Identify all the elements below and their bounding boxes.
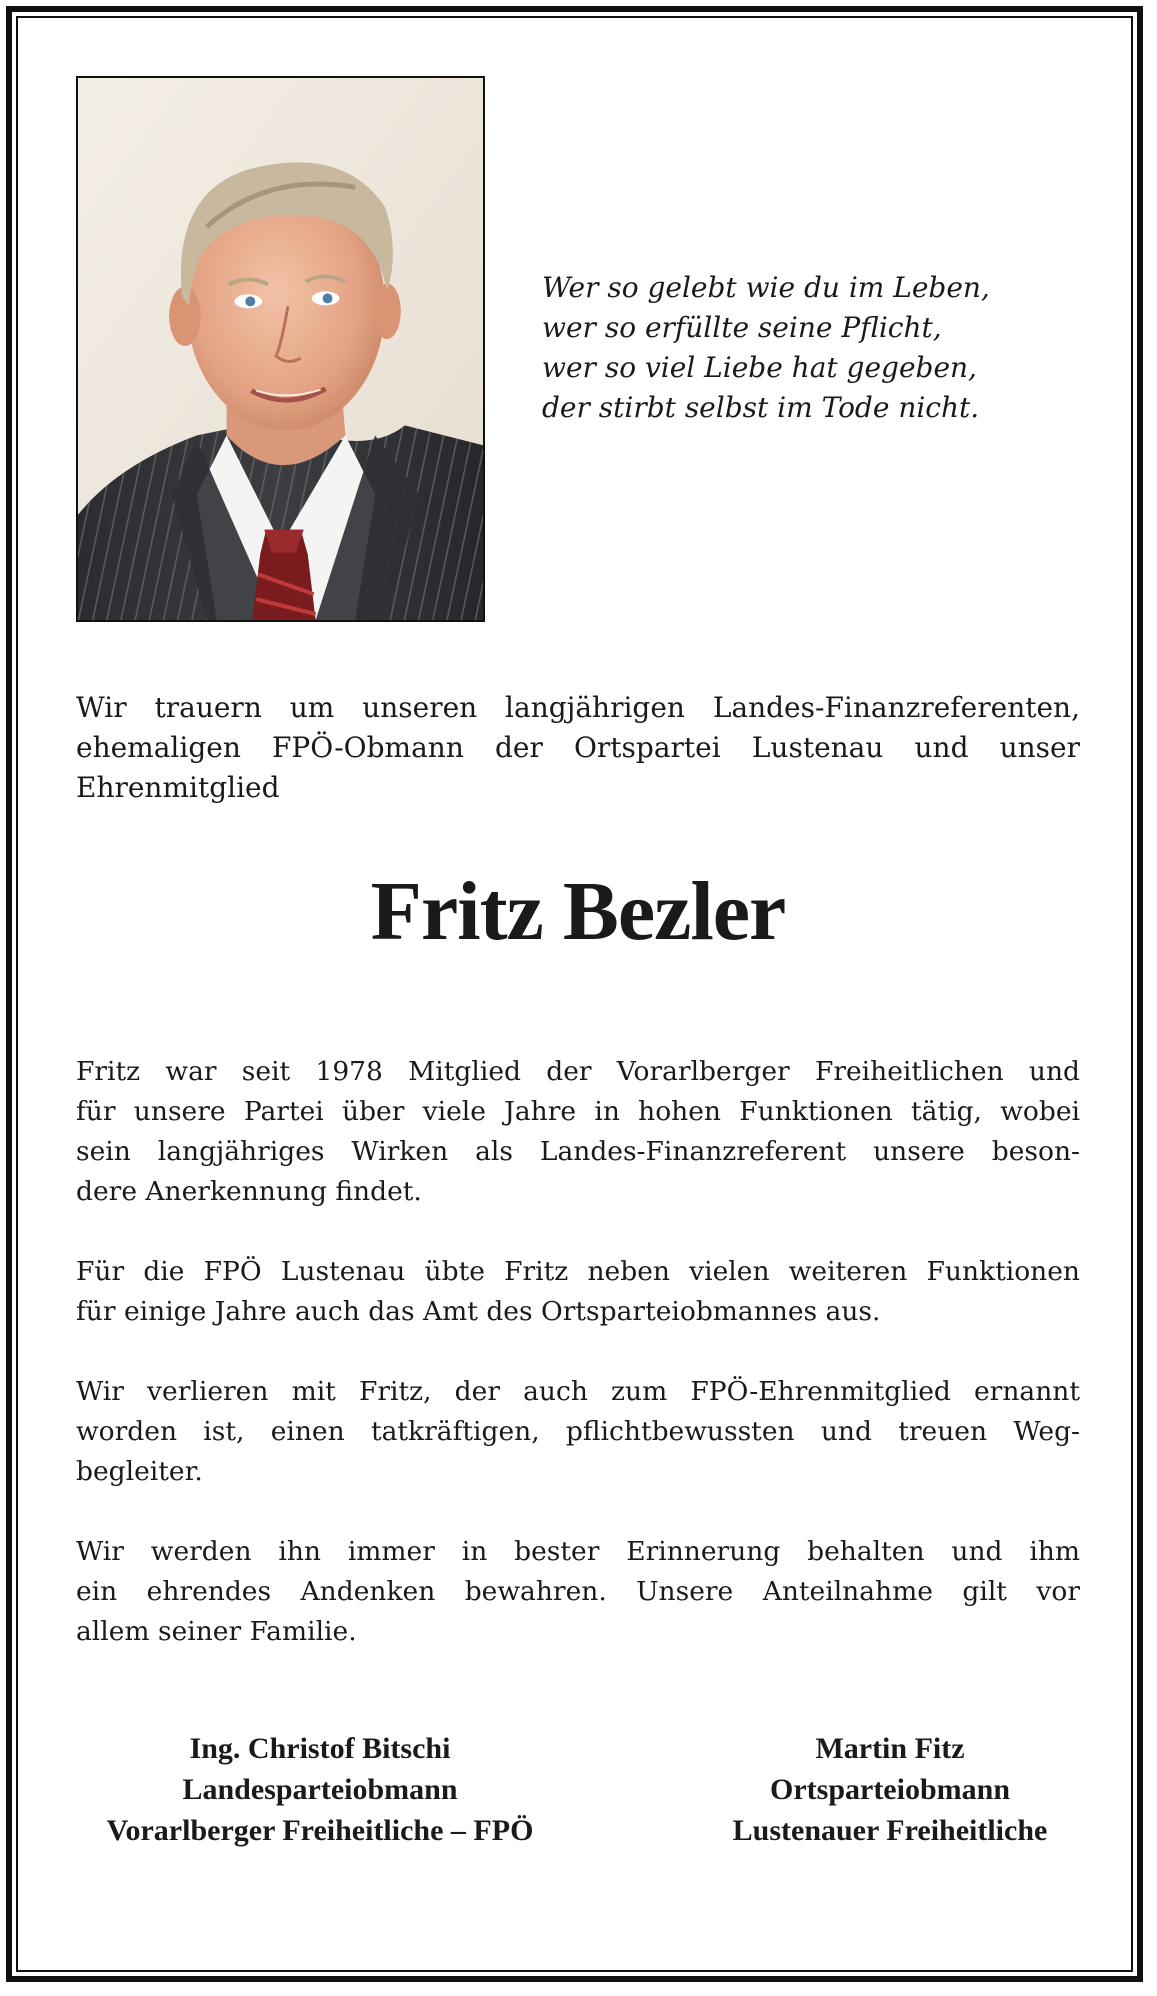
- deceased-name: Fritz Bezler: [370, 865, 786, 958]
- intro-line: Wir trauern um unseren langjährigen Landes-Finanzreferenten,: [76, 691, 1080, 724]
- signatory-role: Ortsparteiobmann: [770, 1773, 1010, 1806]
- paragraph-line: begleiter.: [76, 1456, 203, 1487]
- signatory-name: Martin Fitz: [815, 1732, 965, 1765]
- paragraph-line: dere Anerkennung findet.: [76, 1176, 422, 1207]
- paragraph-line: für einige Jahre auch das Amt des Ortsparteiobmannes aus.: [76, 1296, 881, 1327]
- paragraph-loss: [76, 1372, 1080, 1492]
- signature-left: [60, 1728, 580, 1851]
- paragraph-line: sein langjähriges Wirken als Landes-Finanzreferent unsere beson-: [76, 1136, 1080, 1167]
- paragraph-membership: [76, 1052, 1080, 1212]
- portrait-image: [78, 78, 483, 620]
- paragraph-line: Wir werden ihn immer in bester Erinnerung behalten und ihm: [76, 1536, 1080, 1567]
- signatory-organization: Lustenauer Freiheitliche: [732, 1814, 1048, 1847]
- paragraph-line: worden ist, einen tatkräftigen, pflichtbewussten und treuen Weg-: [76, 1416, 1080, 1447]
- signatory-name: Ing. Christof Bitschi: [189, 1732, 451, 1765]
- paragraph-remembrance: [76, 1532, 1080, 1652]
- paragraph-line: Fritz war seit 1978 Mitglied der Vorarlberger Freiheitlichen und: [76, 1056, 1080, 1087]
- intro-line: ehemaligen FPÖ-Obmann der Ortspartei Lustenau und unser: [76, 731, 1080, 764]
- paragraph-lustenau: [76, 1252, 1080, 1332]
- signatory-role: Landesparteiobmann: [182, 1773, 458, 1806]
- poem-line: wer so viel Liebe hat gegeben,: [542, 351, 977, 384]
- signature-right: [680, 1728, 1100, 1851]
- memorial-poem: [542, 268, 1062, 428]
- signatory-organization: Vorarlberger Freiheitliche – FPÖ: [106, 1814, 534, 1847]
- poem-line: wer so erfüllte seine Pflicht,: [542, 311, 942, 344]
- poem-line: der stirbt selbst im Tode nicht.: [542, 391, 980, 424]
- paragraph-line: allem seiner Familie.: [76, 1616, 357, 1647]
- portrait-photo: [76, 76, 485, 622]
- paragraph-line: Für die FPÖ Lustenau übte Fritz neben vielen weiteren Funktionen: [76, 1256, 1080, 1287]
- intro-line: Ehrenmitglied: [76, 771, 280, 804]
- poem-line: Wer so gelebt wie du im Leben,: [542, 271, 990, 304]
- intro-text: [76, 688, 1080, 808]
- paragraph-line: ein ehrendes Andenken bewahren. Unsere Anteilnahme gilt vor: [76, 1576, 1080, 1607]
- paragraph-line: für unsere Partei über viele Jahre in hohen Funktionen tätig, wobei: [76, 1096, 1080, 1127]
- paragraph-line: Wir verlieren mit Fritz, der auch zum FPÖ-Ehrenmitglied ernannt: [76, 1376, 1080, 1407]
